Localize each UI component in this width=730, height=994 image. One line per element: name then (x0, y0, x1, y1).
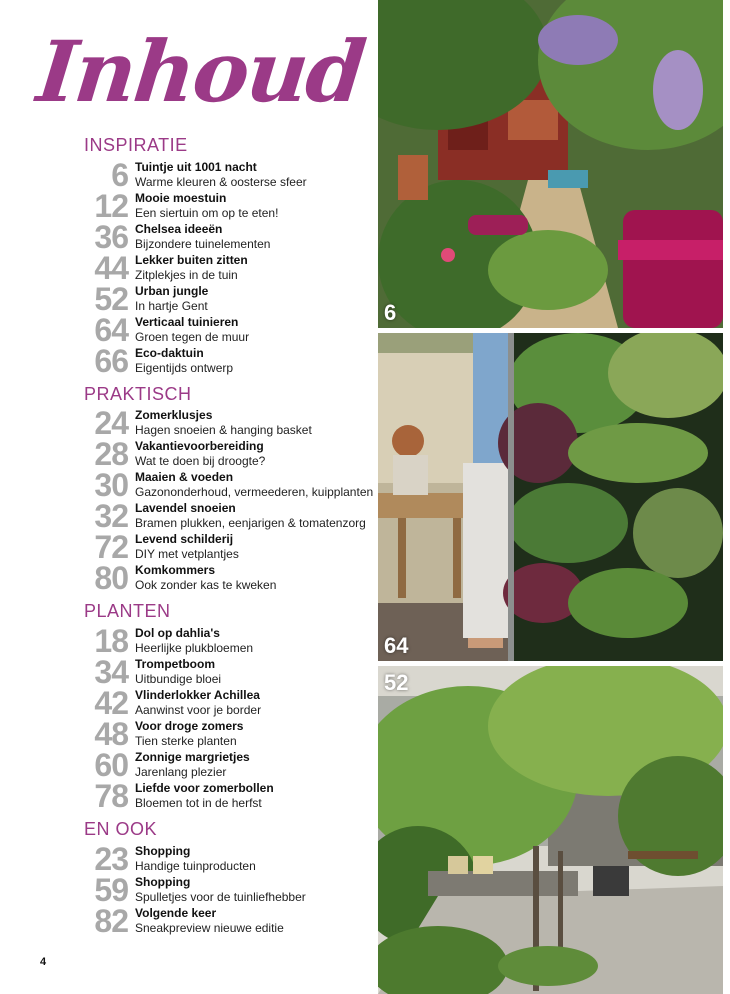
entry-subtitle: Zitplekjes in de tuin (135, 268, 238, 282)
section-heading-praktisch: PRAKTISCH (84, 384, 192, 404)
entry-title: Verticaal tuinieren (135, 315, 239, 329)
entry-subtitle: Uitbundige bloei (135, 672, 222, 686)
toc-entry[interactable] (84, 841, 374, 877)
page-ref-number: 24 (94, 405, 128, 441)
entry-subtitle: In hartje Gent (135, 299, 208, 313)
entry-title: Lekker buiten zitten (135, 253, 248, 267)
toc-entry[interactable] (84, 685, 374, 721)
entry-subtitle: DIY met vetplantjes (135, 547, 239, 561)
page-ref-number: 42 (94, 685, 128, 721)
courtyard-illustration (378, 0, 723, 328)
page-ref-number: 80 (94, 560, 128, 596)
entry-subtitle: Bloemen tot in de herfst (135, 796, 262, 810)
photo-page-label: 6 (384, 300, 397, 325)
section-heading-planten: PLANTEN (84, 601, 171, 621)
page-ref-number: 60 (94, 747, 128, 783)
entry-title: Shopping (135, 875, 191, 889)
section-heading-inspiratie: INSPIRATIE (84, 135, 188, 155)
entry-subtitle: Tien sterke planten (135, 734, 237, 748)
urban-garden-illustration (378, 666, 723, 994)
toc-entry[interactable] (84, 436, 374, 472)
page-ref-number: 48 (94, 716, 128, 752)
page-ref-number: 34 (94, 654, 128, 690)
toc-entry[interactable] (84, 778, 374, 814)
entry-title: Urban jungle (135, 284, 209, 298)
entry-title: Vakantievoorbereiding (135, 439, 264, 453)
page-ref-number: 23 (94, 841, 128, 877)
entry-subtitle: Aanwinst voor je border (135, 703, 262, 717)
page-ref-number: 30 (94, 467, 128, 503)
page-ref-number: 36 (94, 219, 128, 255)
toc-entry[interactable] (84, 529, 374, 565)
entry-subtitle: Ook zonder kas te kweken (135, 578, 277, 592)
entry-subtitle: Groen tegen de muur (135, 330, 250, 344)
entry-subtitle: Handige tuinproducten (135, 859, 256, 873)
photo-page-label: 52 (384, 670, 409, 695)
entry-title: Levend schilderij (135, 532, 234, 546)
page-ref-number: 6 (111, 157, 128, 193)
toc-entry[interactable] (84, 188, 374, 224)
entry-title: Zomerklusjes (135, 408, 213, 422)
page-ref-number: 59 (94, 872, 128, 908)
photo-vertical-garden[interactable] (378, 333, 723, 661)
entry-title: Vlinderlokker Achillea (135, 688, 260, 702)
page-ref-number: 28 (94, 436, 128, 472)
entry-subtitle: Jarenlang plezier (135, 765, 227, 779)
entry-subtitle: Bijzondere tuinelementen (135, 237, 271, 251)
toc-entry[interactable] (84, 716, 374, 752)
toc-entry[interactable] (84, 560, 374, 596)
photo-courtyard[interactable] (378, 0, 723, 328)
toc-entry[interactable] (84, 343, 374, 379)
entry-subtitle: Sneakpreview nieuwe editie (135, 921, 284, 935)
toc-entry[interactable] (84, 157, 374, 193)
toc-entry[interactable] (84, 312, 374, 348)
page-ref-number: 32 (94, 498, 128, 534)
entry-title: Trompetboom (135, 657, 215, 671)
entry-title: Lavendel snoeien (135, 501, 236, 515)
entry-subtitle: Een siertuin om op te eten! (135, 206, 279, 220)
page-ref-number: 44 (94, 250, 128, 286)
photo-urban-garden[interactable] (378, 666, 723, 994)
entry-subtitle: Wat te doen bij droogte? (135, 454, 266, 468)
toc-entry[interactable] (84, 219, 374, 255)
page-ref-number: 12 (94, 188, 128, 224)
entry-subtitle: Bramen plukken, eenjarigen & tomatenzorg (135, 516, 366, 530)
entry-title: Maaien & voeden (135, 470, 234, 484)
toc-entry[interactable] (84, 281, 374, 317)
toc-entry[interactable] (84, 405, 374, 441)
toc-entry[interactable] (84, 872, 374, 908)
entry-title: Dol op dahlia's (135, 626, 220, 640)
page-ref-number: 82 (94, 903, 128, 939)
entry-title: Chelsea ideeën (135, 222, 223, 236)
entry-subtitle: Hagen snoeien & hanging basket (135, 423, 312, 437)
entry-title: Eco-daktuin (135, 346, 204, 360)
section-heading-en-ook: EN OOK (84, 819, 158, 839)
page-number: 4 (40, 956, 47, 968)
vertical-garden-illustration (378, 333, 723, 661)
entry-subtitle: Spulletjes voor de tuinliefhebber (135, 890, 306, 904)
toc-entry[interactable] (84, 467, 374, 503)
photo-page-label: 64 (384, 633, 409, 658)
toc-entry[interactable] (84, 250, 374, 286)
page-ref-number: 52 (94, 281, 128, 317)
entry-title: Komkommers (135, 563, 216, 577)
entry-subtitle: Heerlijke plukbloemen (135, 641, 254, 655)
entry-title: Tuintje uit 1001 nacht (135, 160, 257, 174)
entry-subtitle: Warme kleuren & oosterse sfeer (135, 175, 307, 189)
page-ref-number: 72 (94, 529, 128, 565)
toc-entry[interactable] (84, 623, 374, 659)
toc-entry[interactable] (84, 903, 374, 939)
toc-entry[interactable] (84, 654, 374, 690)
toc-entry[interactable] (84, 498, 374, 534)
toc-entry[interactable] (84, 747, 374, 783)
page-ref-number: 66 (94, 343, 128, 379)
entry-subtitle: Gazononderhoud, vermeederen, kuipplanten (135, 485, 374, 499)
entry-title: Voor droge zomers (135, 719, 244, 733)
entry-title: Zonnige margrietjes (135, 750, 250, 764)
page-ref-number: 18 (94, 623, 128, 659)
entry-title: Shopping (135, 844, 191, 858)
entry-title: Volgende keer (135, 906, 217, 920)
page-ref-number: 64 (94, 312, 128, 348)
page-title: Inhoud (32, 22, 369, 121)
entry-title: Mooie moestuin (135, 191, 227, 205)
entry-title: Liefde voor zomerbollen (135, 781, 274, 795)
entry-subtitle: Eigentijds ontwerp (135, 361, 234, 375)
page-ref-number: 78 (94, 778, 128, 814)
